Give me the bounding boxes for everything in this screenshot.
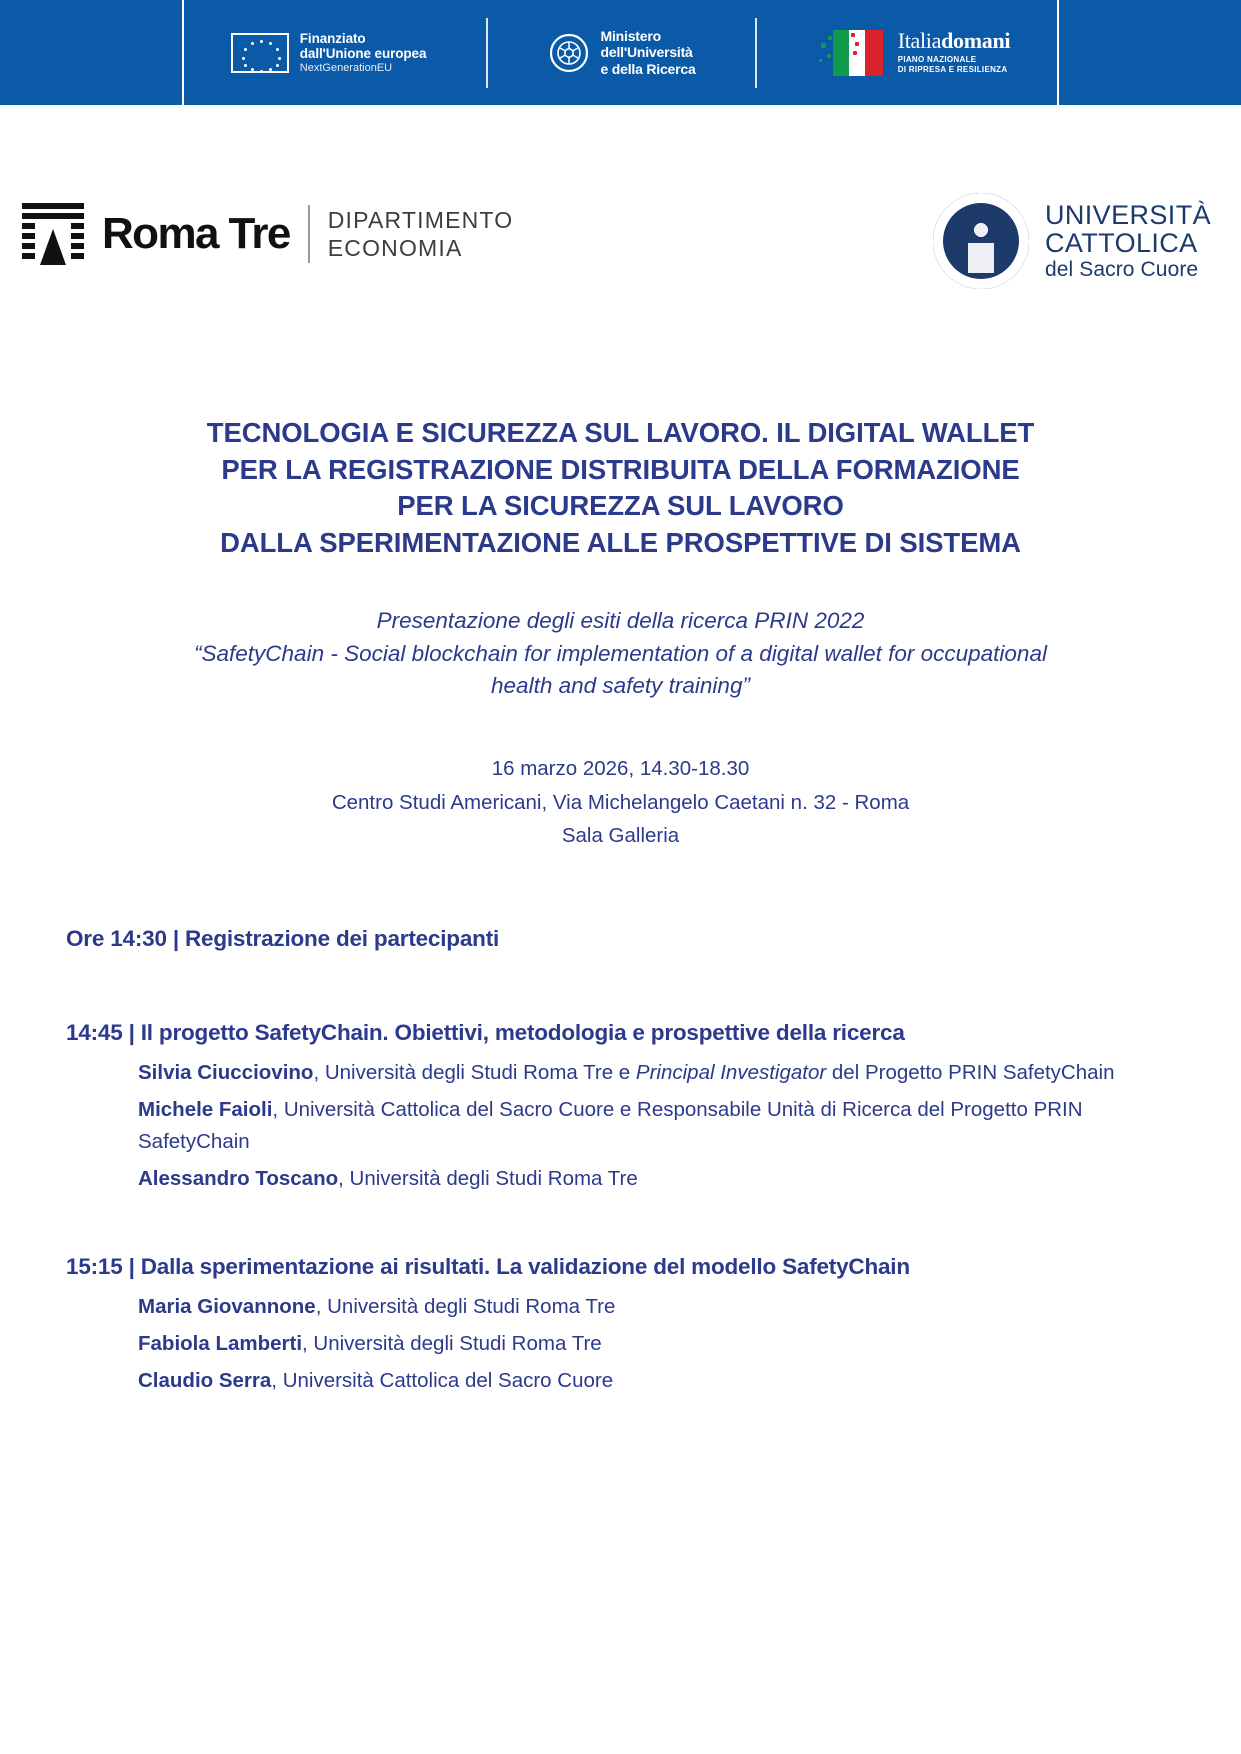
italiadomani-sub-1: PIANO NAZIONALE: [897, 55, 977, 65]
mur-ministry-text: [601, 28, 696, 77]
italian-republic-emblem-icon: [548, 30, 590, 76]
eu-line-2: dall'Unione europea: [299, 46, 427, 62]
speaker-list: [66, 1057, 1175, 1194]
speaker-affiliation-pre: , Università Cattolica del Sacro Cuore: [271, 1369, 614, 1393]
session-heading: 14:45 | Il progetto SafetyChain. Obiettivi, metodologia e prospettive della ricerca: [66, 1020, 905, 1046]
event-date-time: 16 marzo 2026, 14.30-18.30: [491, 757, 750, 781]
title-line-1: TECNOLOGIA E SICUREZZA SUL LAVORO. IL DIGITAL WALLET: [206, 417, 1035, 448]
program-schedule: [66, 924, 1175, 1397]
speaker-entry: [138, 1291, 1175, 1322]
session-heading: 15:15 | Dalla sperimentazione ai risultati. La validazione del modello SafetyChain: [66, 1254, 910, 1280]
event-title: [66, 415, 1175, 561]
banner-logo-strip: [182, 0, 1059, 105]
event-venue: [66, 752, 1175, 852]
cattolica-seal-icon: [933, 193, 1029, 289]
speaker-entry: [138, 1163, 1175, 1194]
speaker-name: Michele Faioli: [138, 1098, 273, 1122]
italiadomani-wordmark: [898, 30, 1011, 74]
roma-tre-department: [328, 206, 514, 262]
banner-right-margin: [1059, 0, 1241, 105]
italiadomani-logo: [803, 17, 1025, 89]
italiadomani-flag-icon: [817, 27, 887, 79]
speaker-affiliation-pre: , Università degli Studi Roma Tre: [338, 1166, 638, 1190]
speaker-affiliation-post: del Progetto PRIN SafetyChain: [826, 1060, 1115, 1084]
speaker-name: Alessandro Toscano: [138, 1166, 339, 1190]
subtitle-line-2: “SafetyChain - Social blockchain for implementation of a digital wallet for occupational: [194, 640, 1047, 666]
title-line-4: DALLA SPERIMENTAZIONE ALLE PROSPETTIVE DI SISTEMA: [220, 526, 1021, 558]
session-spacer-1: [66, 954, 1175, 1018]
pnrr-funding-banner: [0, 0, 1241, 105]
document-content: [0, 415, 1241, 1403]
speaker-name: Fabiola Lamberti: [138, 1331, 303, 1355]
roma-tre-mark-icon: [22, 203, 84, 265]
eu-funding-logo: [217, 17, 441, 89]
speaker-affiliation-pre: , Università degli Studi Roma Tre: [315, 1294, 616, 1318]
title-line-3: PER LA SICUREZZA SUL LAVORO: [397, 490, 844, 522]
cattolica-line-3: del Sacro Cuore: [1044, 258, 1199, 282]
cattolica-line-2: CATTOLICA: [1044, 228, 1198, 259]
speaker-affiliation-pre: , Università degli Studi Roma Tre e: [313, 1060, 636, 1084]
speaker-name: Silvia Ciucciovino: [138, 1060, 314, 1084]
speaker-entry: [138, 1328, 1175, 1359]
banner-divider-1: [486, 18, 488, 88]
session-spacer-2: [66, 1200, 1175, 1252]
speaker-entry: [138, 1365, 1175, 1396]
italiadomani-subtitle: [898, 55, 1011, 74]
banner-divider-2: [755, 18, 757, 88]
title-line-2: PER LA REGISTRAZIONE DISTRIBUITA DELLA FORMAZIONE: [221, 453, 1020, 485]
speaker-name: Maria Giovannone: [138, 1294, 316, 1318]
event-room: Sala Galleria: [561, 823, 680, 847]
mur-line-2: dell'Università: [600, 44, 693, 61]
roma-tre-divider: [308, 205, 310, 263]
eu-funding-text: [300, 31, 427, 75]
mur-line-1: Ministero: [600, 28, 661, 45]
subtitle-line-3: health and safety training”: [491, 673, 750, 699]
banner-left-margin: [0, 0, 182, 105]
cattolica-wordmark: [1045, 201, 1211, 281]
italiadomani-brand: [898, 30, 1011, 52]
eu-line-3: NextGenerationEU: [299, 61, 393, 74]
university-logos-row: [0, 185, 1241, 295]
session-heading: Ore 14:30 | Registrazione dei partecipanti: [66, 926, 500, 952]
event-address: Centro Studi Americani, Via Michelangelo Caetani n. 32 - Roma: [331, 790, 910, 814]
session-1515: [66, 1252, 1175, 1396]
cattolica-line-1: UNIVERSITÀ: [1044, 200, 1211, 230]
italiadomani-brand-light: Italia: [897, 28, 942, 54]
subtitle-line-1: Presentazione degli esiti della ricerca PRIN 2022: [376, 608, 865, 634]
speaker-affiliation-pre: , Università degli Studi Roma Tre: [302, 1331, 602, 1355]
speaker-entry: [138, 1057, 1175, 1088]
universita-cattolica-logo: [933, 193, 1211, 289]
speaker-name: Claudio Serra: [138, 1369, 272, 1393]
speaker-affiliation-pre: , Università Cattolica del Sacro Cuore e Responsabile Unità di Ricerca del Progetto PRIN SafetyChain: [138, 1098, 1083, 1153]
speaker-entry: [138, 1094, 1175, 1157]
eu-flag-icon: [231, 33, 289, 73]
mur-ministry-logo: [534, 17, 710, 89]
department-line-2: ECONOMIA: [327, 235, 463, 261]
session-registration: [66, 924, 1175, 954]
department-line-1: DIPARTIMENTO: [327, 206, 514, 233]
roma-tre-wordmark: Roma Tre: [102, 209, 290, 258]
roma-tre-logo: [22, 203, 513, 265]
mur-line-3: e della Ricerca: [600, 60, 696, 77]
event-subtitle: [66, 605, 1175, 702]
session-1445: [66, 1018, 1175, 1194]
speaker-list: [66, 1291, 1175, 1397]
eu-line-1: Finanziato: [299, 30, 366, 46]
italiadomani-brand-bold: domani: [941, 28, 1011, 54]
italiadomani-sub-2: DI RIPRESA E RESILIENZA: [897, 65, 1008, 74]
speaker-affiliation-italic: Principal Investigator: [635, 1060, 827, 1084]
